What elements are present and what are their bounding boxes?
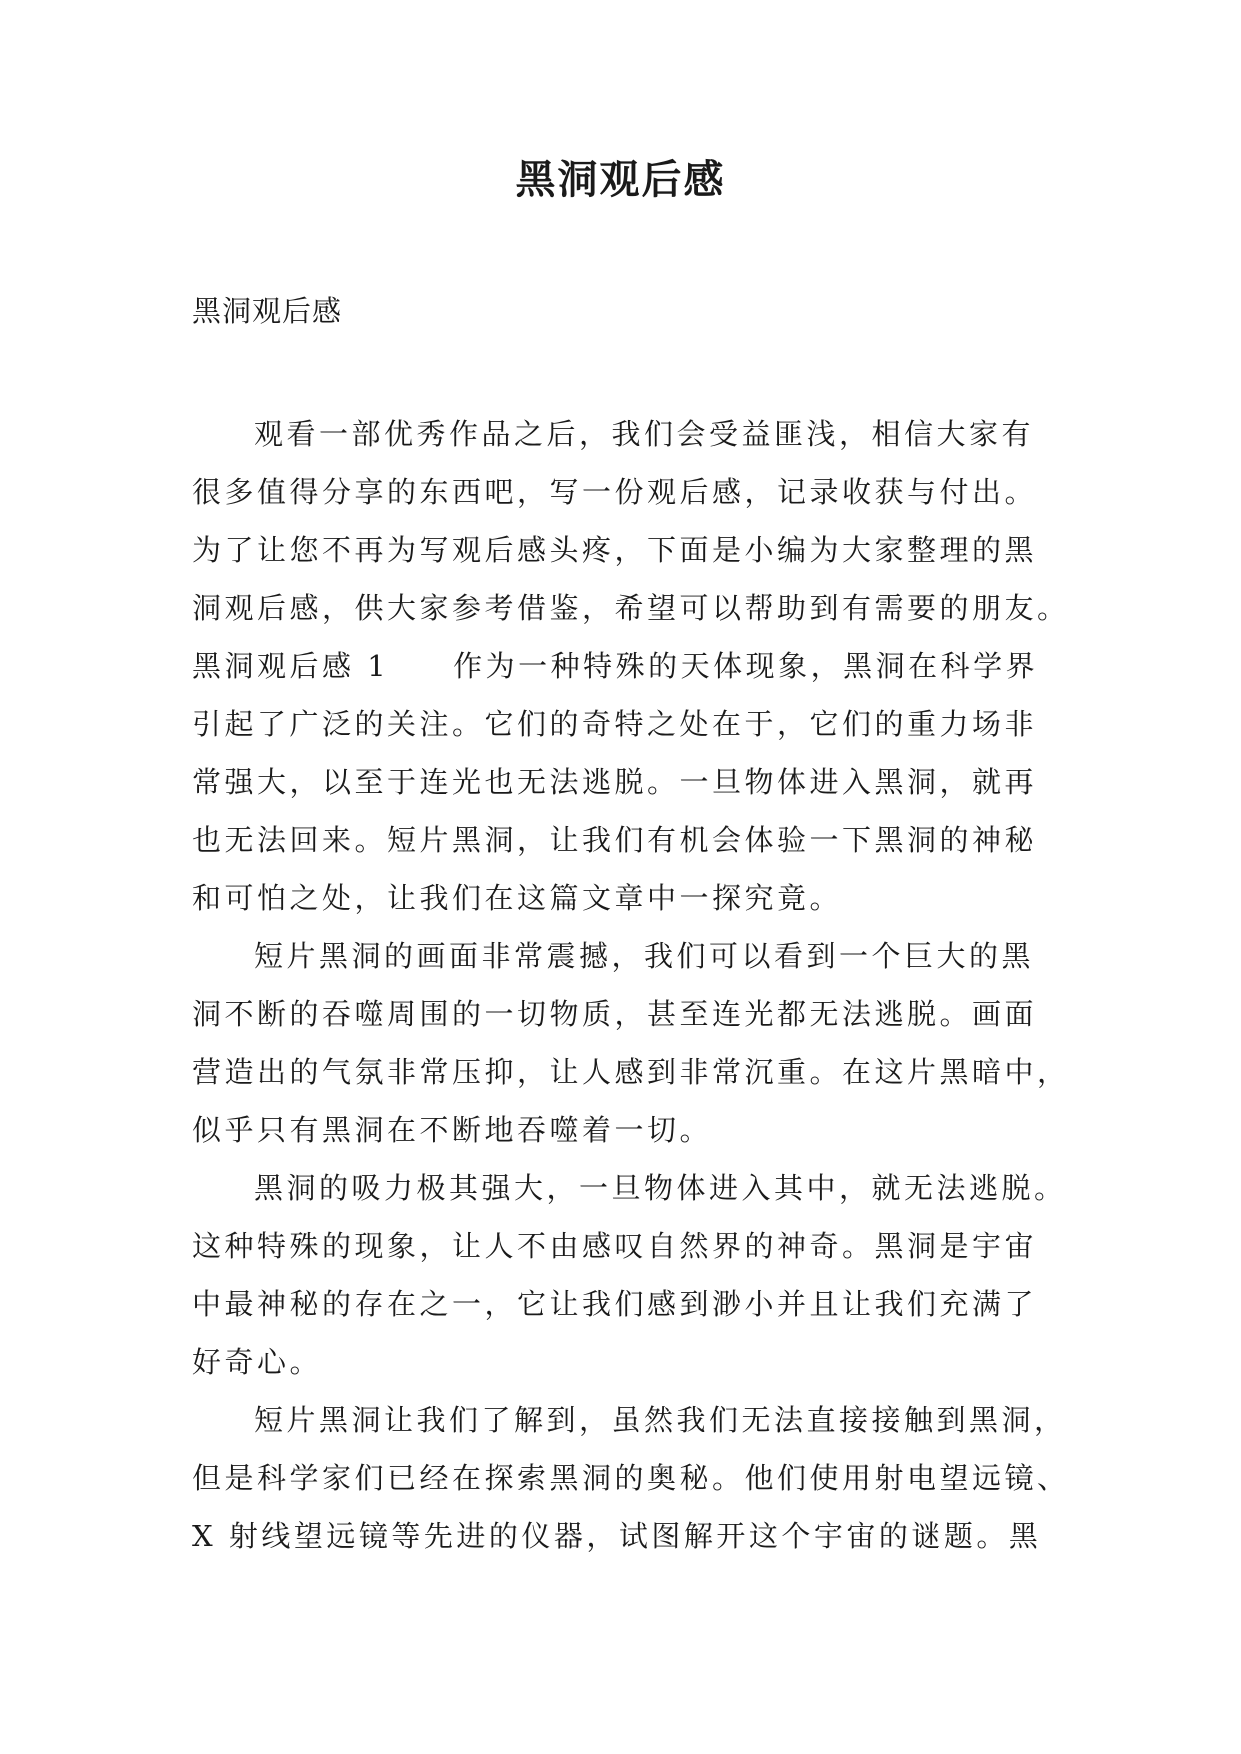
text-line-content: 这种特殊的现象，让人不由感叹自然界的神奇。黑洞是宇宙: [192, 1229, 1038, 1263]
text-line: [192, 753, 1070, 811]
text-line: [192, 1333, 1070, 1391]
text-line-content: 和可怕之处，让我们在这篇文章中一探究竟。: [192, 881, 843, 915]
text-line: [192, 1275, 1070, 1333]
text-line: [192, 521, 1070, 579]
text-line-content: 中最神秘的存在之一，它让我们感到渺小并且让我们充满了: [192, 1287, 1038, 1321]
text-line-content: 似乎只有黑洞在不断地吞噬着一切。: [192, 1113, 713, 1147]
document-subtitle: 黑洞观后感: [192, 294, 343, 328]
text-line-content: 为了让您不再为写观后感头疼，下面是小编为大家整理的黑: [192, 533, 1038, 567]
text-line-content: X 射线望远镜等先进的仪器，试图解开这个宇宙的谜题。黑: [192, 1519, 1042, 1553]
text-line-content-continued: 作为一种特殊的天体现象，黑洞在科学界: [453, 649, 1039, 683]
text-line-content: 引起了广泛的关注。它们的奇特之处在于，它们的重力场非: [192, 707, 1038, 741]
text-line-content: 短片黑洞的画面非常震撼，我们可以看到一个巨大的黑: [254, 939, 1035, 973]
text-line: [192, 1449, 1070, 1507]
text-line: [192, 463, 1070, 521]
text-line-content: 短片黑洞让我们了解到，虽然我们无法直接接触到黑洞，: [254, 1403, 1067, 1437]
text-line-content: 也无法回来。短片黑洞，让我们有机会体验一下黑洞的神秘: [192, 823, 1038, 857]
text-line-content: 洞观后感，供大家参考借鉴，希望可以帮助到有需要的朋友。: [192, 591, 1070, 625]
text-line-content: 营造出的气氛非常压抑，让人感到非常沉重。在这片黑暗中，: [192, 1055, 1070, 1089]
text-line: [192, 811, 1070, 869]
text-line-content: 好奇心。: [192, 1345, 323, 1379]
text-line-content: 洞不断的吞噬周围的一切物质，甚至连光都无法逃脱。画面: [192, 997, 1038, 1031]
text-line: [192, 405, 1070, 463]
text-line: [192, 1507, 1070, 1565]
text-line-content: 黑洞观后感 1: [192, 649, 390, 683]
text-line-content: 黑洞的吸力极其强大，一旦物体进入其中，就无法逃脱。: [254, 1171, 1067, 1205]
text-line: [192, 1159, 1070, 1217]
text-line: [192, 1101, 1070, 1159]
text-line: [192, 579, 1070, 637]
text-line-content: 观看一部优秀作品之后，我们会受益匪浅，相信大家有: [254, 417, 1035, 451]
text-line: [192, 869, 1070, 927]
text-line: [192, 985, 1070, 1043]
text-line: [192, 1217, 1070, 1275]
text-line: [192, 695, 1070, 753]
text-line-content: 很多值得分享的东西吧，写一份观后感，记录收获与付出。: [192, 475, 1038, 509]
text-line: [192, 927, 1070, 985]
text-line: [192, 637, 1070, 695]
body-text: [192, 405, 1070, 1565]
document-title: 黑洞观后感: [515, 156, 726, 203]
text-line: [192, 1043, 1070, 1101]
text-line: [192, 1391, 1070, 1449]
text-line-content: 常强大，以至于连光也无法逃脱。一旦物体进入黑洞，就再: [192, 765, 1038, 799]
text-line-content: 但是科学家们已经在探索黑洞的奥秘。他们使用射电望远镜、: [192, 1461, 1070, 1495]
